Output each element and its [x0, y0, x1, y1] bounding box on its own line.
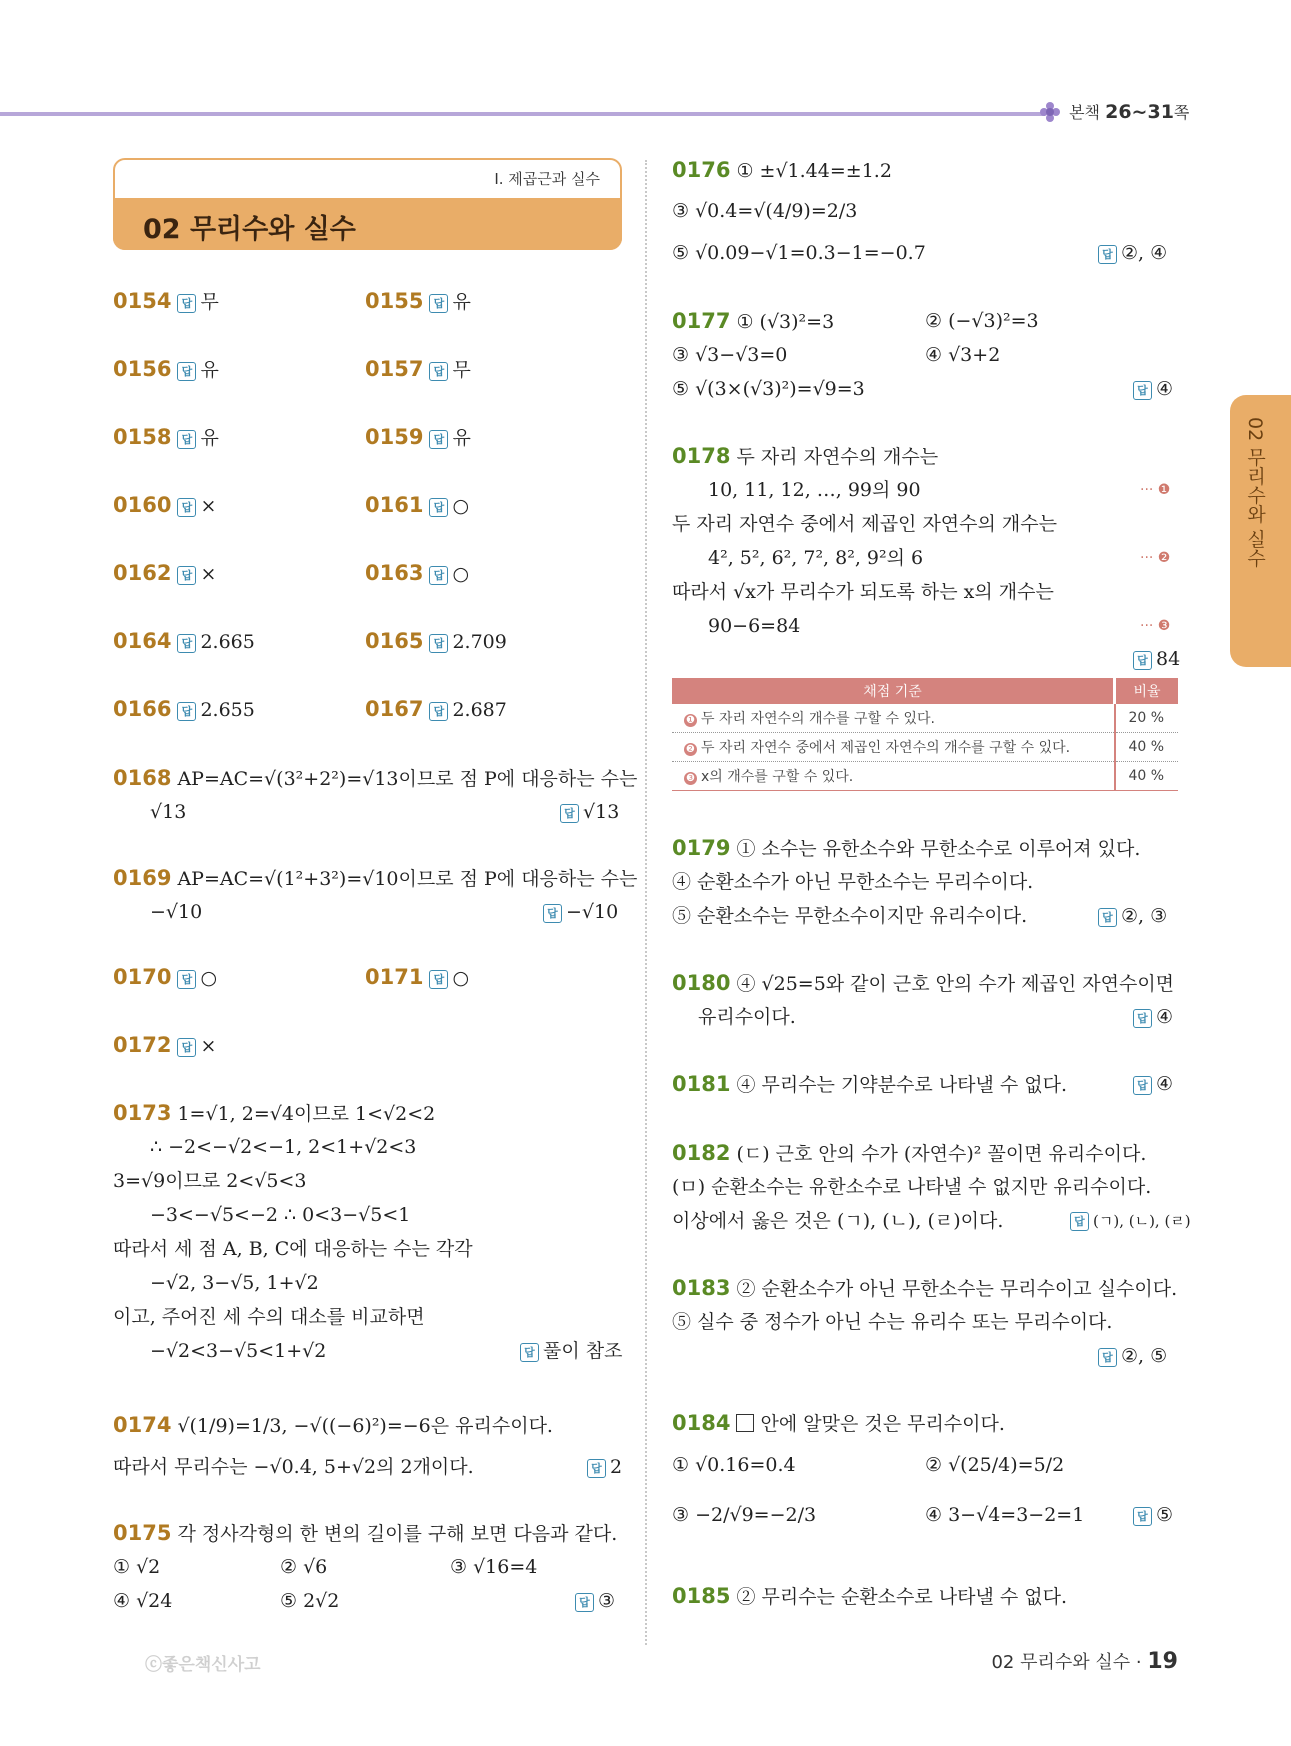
table-row: ❶ 두 자리 자연수의 개수를 구할 수 있다. 20 %	[672, 704, 1178, 733]
flower-icon	[1040, 102, 1060, 122]
answer-0176: 답 ②, ④	[1098, 240, 1167, 266]
problem-0167: 0167 답 2.687	[365, 697, 507, 721]
problem-0177: 0177 ① (√3)²=3	[672, 309, 835, 333]
problem-0160: 0160 답 ×	[113, 493, 217, 517]
problem-0156: 0156 답 유	[113, 357, 219, 381]
answer-mark-icon: 답	[429, 566, 448, 585]
answer-mark-icon: 답	[177, 362, 196, 381]
problem-0161: 0161 답 ○	[365, 493, 470, 517]
column-divider	[645, 160, 647, 1645]
problem-0185: 0185 ② 무리수는 순환소수로 나타낼 수 없다.	[672, 1584, 1068, 1608]
answer-0182: 답 (ㄱ), (ㄴ), (ㄹ)	[1070, 1208, 1191, 1234]
answer-0169: 답 −√10	[543, 899, 618, 925]
problem-0173: 0173 1=√1, 2=√4이므로 1<√2<2	[113, 1101, 436, 1125]
problem-0179: 0179 ① 소수는 유한소수와 무한소수로 이루어져 있다.	[672, 836, 1141, 860]
problem-0183: 0183 ② 순환소수가 아닌 무한소수는 무리수이고 실수이다.	[672, 1276, 1178, 1300]
problem-0162: 0162 답 ×	[113, 561, 217, 585]
answer-0177: 답 ④	[1133, 376, 1173, 402]
problem-0155: 0155 답 유	[365, 289, 471, 313]
problem-0175: 0175 각 정사각형의 한 변의 길이를 구해 보면 다음과 같다.	[113, 1521, 618, 1545]
problem-0164: 0164 답 2.665	[113, 629, 255, 653]
problem-0166: 0166 답 2.655	[113, 697, 255, 721]
section-label: Ⅰ. 제곱근과 실수	[494, 170, 600, 188]
blank-box-icon	[736, 1414, 754, 1432]
problem-0168: 0168 AP=AC=√(3²+2²)=√13이므로 점 P에 대응하는 수는	[113, 766, 638, 790]
problem-0159: 0159 답 유	[365, 425, 471, 449]
answer-0183: 답 ②, ⑤	[1098, 1343, 1167, 1369]
header-rule	[0, 112, 1045, 116]
answer-mark-icon: 답	[429, 702, 448, 721]
problem-0163: 0163 답 ○	[365, 561, 470, 585]
answer-mark-icon: 답	[429, 430, 448, 449]
scoring-table: 채점 기준 비율 ❶ 두 자리 자연수의 개수를 구할 수 있다. 20 % ❷ 두 자리 자연수 중에서 제곱인 자연수의 개수를 구할 수 있다. 40 % ❸ x의 개수를 구할 수 있다. 40 %	[672, 678, 1178, 791]
answer-mark-icon: 답	[177, 702, 196, 721]
answer-mark-icon: 답	[177, 498, 196, 517]
answer-mark-icon: 답	[429, 634, 448, 653]
answer-mark-icon: 답	[429, 294, 448, 313]
problem-0165: 0165 답 2.709	[365, 629, 507, 653]
problem-0172: 0172 답 ×	[113, 1033, 217, 1057]
problem-0157: 0157 답 무	[365, 357, 471, 381]
answer-0180: 답 ④	[1133, 1004, 1173, 1030]
answer-0179: 답 ②, ③	[1098, 903, 1167, 929]
page-reference: 본책 26~31쪽	[1040, 100, 1189, 123]
answer-mark-icon: 답	[177, 430, 196, 449]
problem-0174: 0174 √(1/9)=1/3, −√((−6)²)=−6은 유리수이다.	[113, 1413, 553, 1437]
chapter-side-tab: 02 무리수와 실수	[1230, 395, 1291, 667]
problem-0171: 0171 답 ○	[365, 965, 470, 989]
copyright: ⓒ좋은책신사고	[145, 1655, 261, 1675]
problem-0169: 0169 AP=AC=√(1²+3²)=√10이므로 점 P에 대응하는 수는	[113, 866, 638, 890]
answer-mark-icon: 답	[177, 294, 196, 313]
chapter-title: 02 무리수와 실수	[143, 214, 356, 245]
answer-0174: 답 2	[587, 1454, 622, 1480]
problem-0154: 0154 답 무	[113, 289, 219, 313]
answer-0168: 답 √13	[560, 799, 620, 825]
answer-0173: 답 풀이 참조	[520, 1338, 622, 1364]
problem-0184: 0184 안에 알맞은 것은 무리수이다.	[672, 1411, 1005, 1435]
problem-0178: 0178 두 자리 자연수의 개수는	[672, 444, 939, 468]
problem-0180: 0180 ④ √25=5와 같이 근호 안의 수가 제곱인 자연수이면	[672, 971, 1175, 995]
answer-mark-icon: 답	[429, 498, 448, 517]
answer-mark-icon: 답	[177, 634, 196, 653]
problem-0182: 0182 (ㄷ) 근호 안의 수가 (자연수)² 꼴이면 유리수이다.	[672, 1141, 1147, 1165]
problem-0176: 0176 ① ±√1.44=±1.2	[672, 158, 892, 182]
answer-0178: 답 84	[1133, 646, 1180, 672]
table-row: ❸ x의 개수를 구할 수 있다. 40 %	[672, 762, 1178, 791]
problem-0158: 0158 답 유	[113, 425, 219, 449]
chapter-header	[113, 158, 622, 250]
answer-mark-icon: 답	[177, 566, 196, 585]
answer-0181: 답 ④	[1133, 1071, 1173, 1097]
problem-0170: 0170 답 ○	[113, 965, 218, 989]
table-row: ❷ 두 자리 자연수 중에서 제곱인 자연수의 개수를 구할 수 있다. 40 %	[672, 733, 1178, 762]
answer-0175: 답 ③	[575, 1588, 615, 1614]
answer-mark-icon: 답	[429, 362, 448, 381]
page-footer: 02 무리수와 실수 · 19	[991, 1649, 1178, 1674]
page-number: 19	[1147, 1649, 1178, 1674]
answer-0184: 답 ⑤	[1133, 1502, 1173, 1528]
problem-0181: 0181 ④ 무리수는 기약분수로 나타낼 수 없다.	[672, 1072, 1068, 1096]
